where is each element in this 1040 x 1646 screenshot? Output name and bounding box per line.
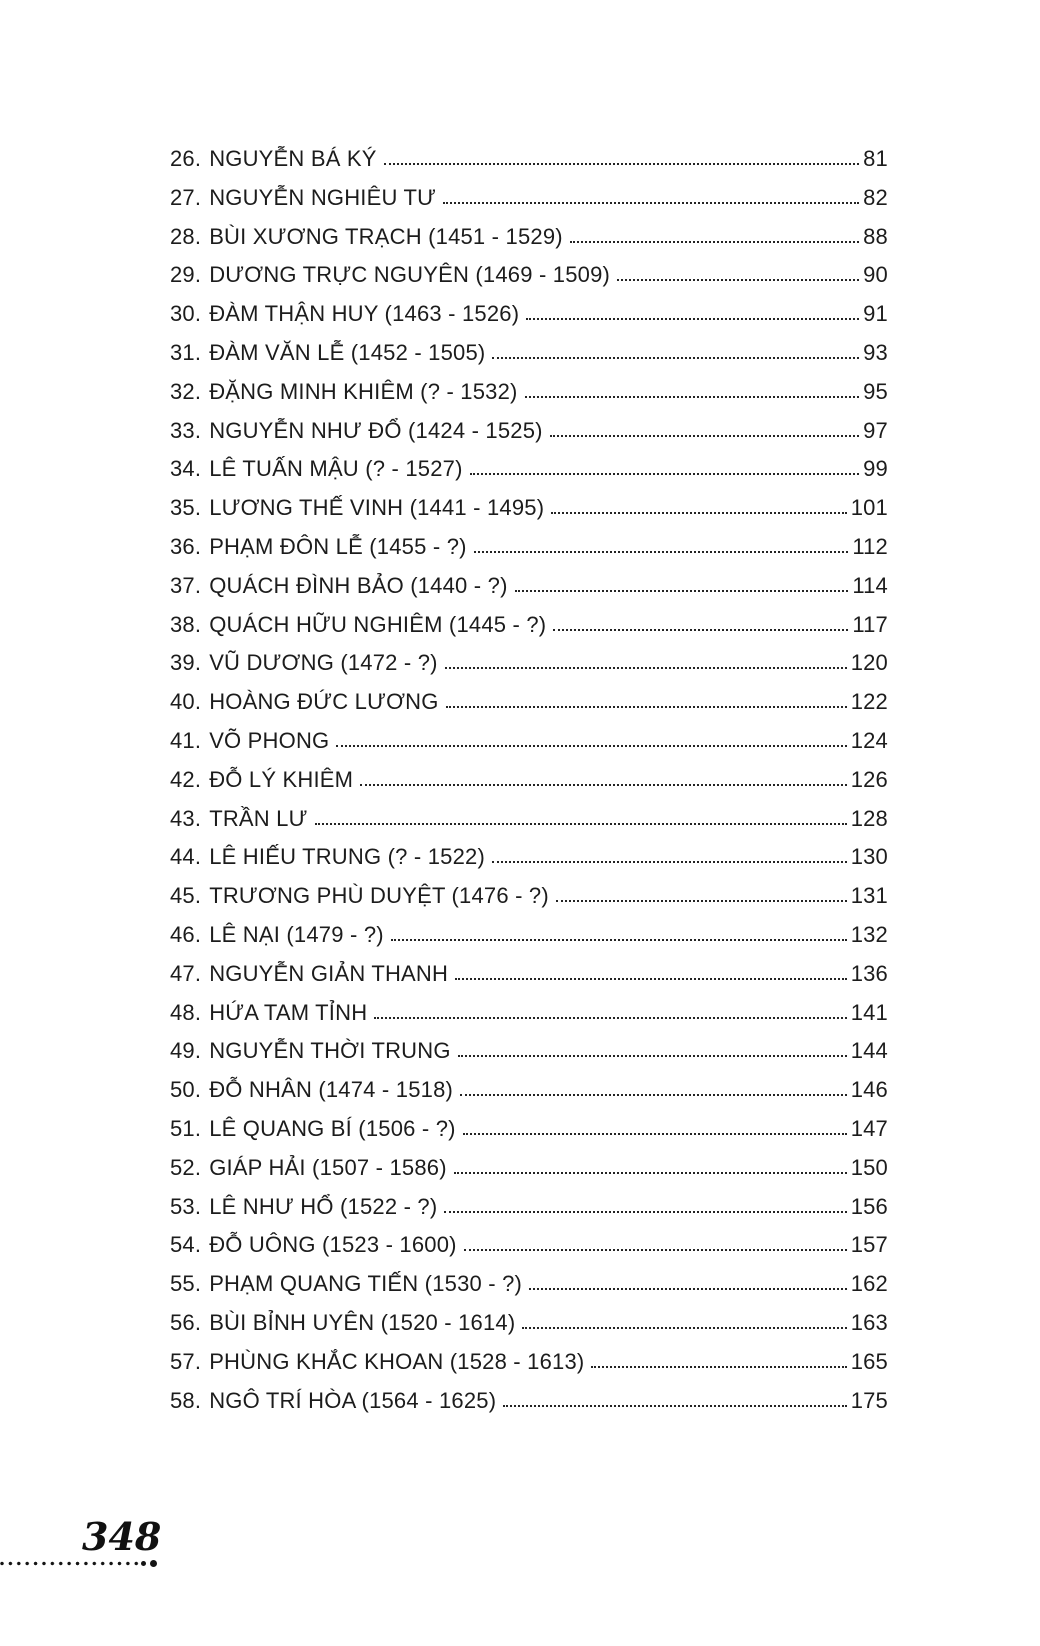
toc-entry-title: ĐỖ NHÂN (1474 - 1518) <box>209 1077 454 1103</box>
toc-entry-number: 36. <box>170 533 202 559</box>
toc-entry <box>170 412 888 451</box>
toc-entry-title: LÊ HIẾU TRUNG (? - 1522) <box>209 844 485 870</box>
toc-entry-page: 88 <box>863 223 888 249</box>
dot-leader <box>464 1249 847 1251</box>
dot-leader <box>492 861 847 863</box>
toc-entry-page: 165 <box>850 1348 888 1374</box>
dot-leader <box>360 784 846 786</box>
toc-entry-title: QUÁCH HỮU NGHIÊM (1445 - ?) <box>209 611 547 637</box>
dot-leader <box>384 163 859 165</box>
toc-entry-number: 44. <box>170 844 202 870</box>
toc-entry-number: 31. <box>170 339 202 365</box>
toc-entry-number: 51. <box>170 1115 202 1141</box>
toc-entry <box>170 1149 888 1188</box>
toc-entry-title: NGUYỄN NHƯ ĐỔ (1424 - 1525) <box>209 417 543 443</box>
toc-entry-page: 156 <box>850 1193 888 1219</box>
dot-leader <box>556 900 847 902</box>
footer-dotted-line <box>0 1560 142 1567</box>
toc-entry-title: HỨA TAM TỈNH <box>209 999 368 1025</box>
toc-entry-title: BÙI XƯƠNG TRẠCH (1451 - 1529) <box>209 223 563 249</box>
toc-entry-number: 45. <box>170 883 202 909</box>
toc-entry-page: 99 <box>863 456 888 482</box>
toc-entry-number: 40. <box>170 689 202 715</box>
toc-entry-page: 136 <box>850 960 888 986</box>
toc-entry <box>170 1265 888 1304</box>
dot-leader <box>526 318 859 320</box>
toc-entry-page: 157 <box>850 1232 888 1258</box>
toc-entry-page: 91 <box>863 301 888 327</box>
toc-entry <box>170 1032 888 1071</box>
toc-entry <box>170 256 888 295</box>
toc-entry-page: 82 <box>863 184 888 210</box>
toc-entry-title: LƯƠNG THẾ VINH (1441 - 1495) <box>209 495 545 521</box>
toc-entry-number: 48. <box>170 999 202 1025</box>
toc-entry <box>170 606 888 645</box>
toc-entry-title: VŨ DƯƠNG (1472 - ?) <box>209 650 438 676</box>
toc-entry <box>170 1110 888 1149</box>
dot-leader <box>455 978 847 980</box>
toc-entry <box>170 1188 888 1227</box>
toc-entry-title: ĐÀM THẬN HUY (1463 - 1526) <box>209 301 520 327</box>
dot-leader <box>443 202 859 204</box>
toc-entry-number: 46. <box>170 921 202 947</box>
toc-entry-number: 30. <box>170 301 202 327</box>
toc-entry-number: 47. <box>170 960 202 986</box>
footer-dot-medium <box>141 1561 146 1566</box>
toc-entry-page: 112 <box>852 533 888 559</box>
dot-leader <box>460 1094 847 1096</box>
toc-entry <box>170 838 888 877</box>
toc-entry-title: TRẦN LƯ <box>209 805 308 831</box>
toc-entry-number: 41. <box>170 727 202 753</box>
toc-entry-number: 50. <box>170 1077 202 1103</box>
toc-entry-number: 29. <box>170 262 202 288</box>
toc-entry-page: 128 <box>850 805 888 831</box>
toc-entry <box>170 1343 888 1382</box>
dot-leader <box>463 1133 847 1135</box>
toc-entry-number: 39. <box>170 650 202 676</box>
dot-leader <box>336 745 846 747</box>
toc-entry-number: 34. <box>170 456 202 482</box>
toc-entry-page: 144 <box>850 1038 888 1064</box>
toc-entry-page: 117 <box>852 611 888 637</box>
toc-entry-page: 175 <box>850 1387 888 1413</box>
toc-entry <box>170 800 888 839</box>
toc-entry-number: 58. <box>170 1387 202 1413</box>
toc-entry-number: 26. <box>170 146 202 171</box>
toc-entry-number: 33. <box>170 417 202 443</box>
dot-leader <box>446 706 847 708</box>
dot-leader <box>315 823 847 825</box>
dot-leader <box>391 939 847 941</box>
dot-leader <box>570 241 859 243</box>
dot-leader <box>458 1055 847 1057</box>
toc-entry-page: 101 <box>850 495 888 521</box>
toc-entry-number: 38. <box>170 611 202 637</box>
toc-entry-page: 141 <box>850 999 888 1025</box>
dot-leader <box>503 1405 846 1407</box>
toc-entry-number: 57. <box>170 1348 202 1374</box>
toc-entry-title: LÊ TUẤN MẬU (? - 1527) <box>209 456 463 482</box>
toc-entry-title: DƯƠNG TRỰC NGUYÊN (1469 - 1509) <box>209 262 611 288</box>
toc-entry-page: 131 <box>850 883 888 909</box>
toc-entry <box>170 179 888 218</box>
toc-entry-title: NGUYỄN NGHIÊU TƯ <box>209 184 437 210</box>
toc-entry-number: 42. <box>170 766 202 792</box>
toc-entry <box>170 295 888 334</box>
toc-entry-number: 28. <box>170 223 202 249</box>
toc-entry-page: 81 <box>863 146 888 171</box>
toc-entry <box>170 761 888 800</box>
toc-entry-page: 124 <box>850 727 888 753</box>
toc-entry <box>170 644 888 683</box>
toc-entry-title: ĐÀM VĂN LỄ (1452 - 1505) <box>209 339 486 365</box>
dot-leader <box>374 1017 846 1019</box>
toc-entry-title: QUÁCH ĐÌNH BẢO (1440 - ?) <box>209 572 508 598</box>
toc-entry <box>170 994 888 1033</box>
toc-entry-title: NGUYỄN BÁ KÝ <box>209 146 377 171</box>
toc-entry-title: TRƯƠNG PHÙ DUYỆT (1476 - ?) <box>209 883 549 909</box>
toc-entry-title: PHÙNG KHẮC KHOAN (1528 - 1613) <box>209 1348 585 1374</box>
toc-entry-title: LÊ NHƯ HỔ (1522 - ?) <box>209 1193 438 1219</box>
toc-entry <box>170 140 888 179</box>
toc-entry-page: 120 <box>850 650 888 676</box>
toc-entry <box>170 567 888 606</box>
toc-entry <box>170 218 888 257</box>
dot-leader <box>553 629 848 631</box>
toc-entry-page: 126 <box>850 766 888 792</box>
toc-entry-page: 162 <box>850 1271 888 1297</box>
dot-leader <box>551 512 846 514</box>
toc-entry-number: 56. <box>170 1309 202 1335</box>
toc-entry <box>170 334 888 373</box>
toc-entry-title: ĐẶNG MINH KHIÊM (? - 1532) <box>209 378 518 404</box>
dot-leader <box>445 667 847 669</box>
dot-leader <box>515 590 849 592</box>
toc-entry <box>170 489 888 528</box>
toc-entry-title: ĐỖ UÔNG (1523 - 1600) <box>209 1232 457 1258</box>
toc-entry-page: 163 <box>850 1309 888 1335</box>
toc-entry <box>170 1071 888 1110</box>
toc-entry <box>170 1226 888 1265</box>
toc-entry-page: 122 <box>850 689 888 715</box>
dot-leader <box>617 279 859 281</box>
toc-entry-title: NGUYỄN GIẢN THANH <box>209 960 449 986</box>
toc-entry-page: 95 <box>863 378 888 404</box>
toc-entry-number: 35. <box>170 495 202 521</box>
toc-entry-page: 90 <box>863 262 888 288</box>
dot-leader <box>444 1211 846 1213</box>
dot-leader <box>550 435 859 437</box>
toc-entry-number: 55. <box>170 1271 202 1297</box>
toc-entry <box>170 877 888 916</box>
dot-leader <box>474 551 849 553</box>
toc-entry-number: 53. <box>170 1193 202 1219</box>
toc-entry-page: 132 <box>850 921 888 947</box>
dot-leader <box>470 473 860 475</box>
toc-entry-title: GIÁP HẢI (1507 - 1586) <box>209 1154 447 1180</box>
page-footer <box>0 1516 200 1576</box>
toc-entry <box>170 1382 888 1421</box>
toc-entry <box>170 916 888 955</box>
toc-entry-title: ĐỖ LÝ KHIÊM <box>209 766 354 792</box>
toc-entry-title: LÊ QUANG BÍ (1506 - ?) <box>209 1115 456 1141</box>
toc-entry-number: 54. <box>170 1232 202 1258</box>
dot-leader <box>529 1288 847 1290</box>
toc-list <box>170 140 888 1420</box>
dot-leader <box>525 396 860 398</box>
toc-entry-number: 52. <box>170 1154 202 1180</box>
toc-entry <box>170 683 888 722</box>
toc-entry-title: VÕ PHONG <box>209 727 330 753</box>
toc-entry-title: NGUYỄN THỜI TRUNG <box>209 1038 451 1064</box>
footer-page-number: 348 <box>82 1514 162 1559</box>
toc-entry-number: 27. <box>170 184 202 210</box>
toc-entry-page: 97 <box>863 417 888 443</box>
toc-entry-number: 43. <box>170 805 202 831</box>
toc-entry-page: 130 <box>850 844 888 870</box>
toc-entry <box>170 722 888 761</box>
toc-entry-number: 49. <box>170 1038 202 1064</box>
toc-entry <box>170 955 888 994</box>
dot-leader <box>522 1327 846 1329</box>
toc-entry-title: HOÀNG ĐỨC LƯƠNG <box>209 689 439 715</box>
toc-entry-page: 150 <box>850 1154 888 1180</box>
toc-entry-page: 114 <box>852 572 888 598</box>
toc-entry <box>170 528 888 567</box>
toc-entry-number: 32. <box>170 378 202 404</box>
toc-entry-title: LÊ NẠI (1479 - ?) <box>209 921 384 947</box>
footer-dot-large <box>150 1560 157 1567</box>
toc-entry <box>170 1304 888 1343</box>
dot-leader <box>454 1172 847 1174</box>
toc-entry-title: PHẠM ĐÔN LỄ (1455 - ?) <box>209 533 467 559</box>
toc-entry-page: 146 <box>850 1077 888 1103</box>
toc-entry-number: 37. <box>170 572 202 598</box>
dot-leader <box>591 1366 846 1368</box>
toc-entry <box>170 450 888 489</box>
toc-entry-title: NGÔ TRÍ HÒA (1564 - 1625) <box>209 1387 497 1413</box>
toc-entry-page: 93 <box>863 339 888 365</box>
toc-entry <box>170 373 888 412</box>
toc-entry-title: PHẠM QUANG TIẾN (1530 - ?) <box>209 1271 523 1297</box>
toc-entry-title: BÙI BỈNH UYÊN (1520 - 1614) <box>209 1309 516 1335</box>
dot-leader <box>492 357 859 359</box>
toc-entry-page: 147 <box>850 1115 888 1141</box>
